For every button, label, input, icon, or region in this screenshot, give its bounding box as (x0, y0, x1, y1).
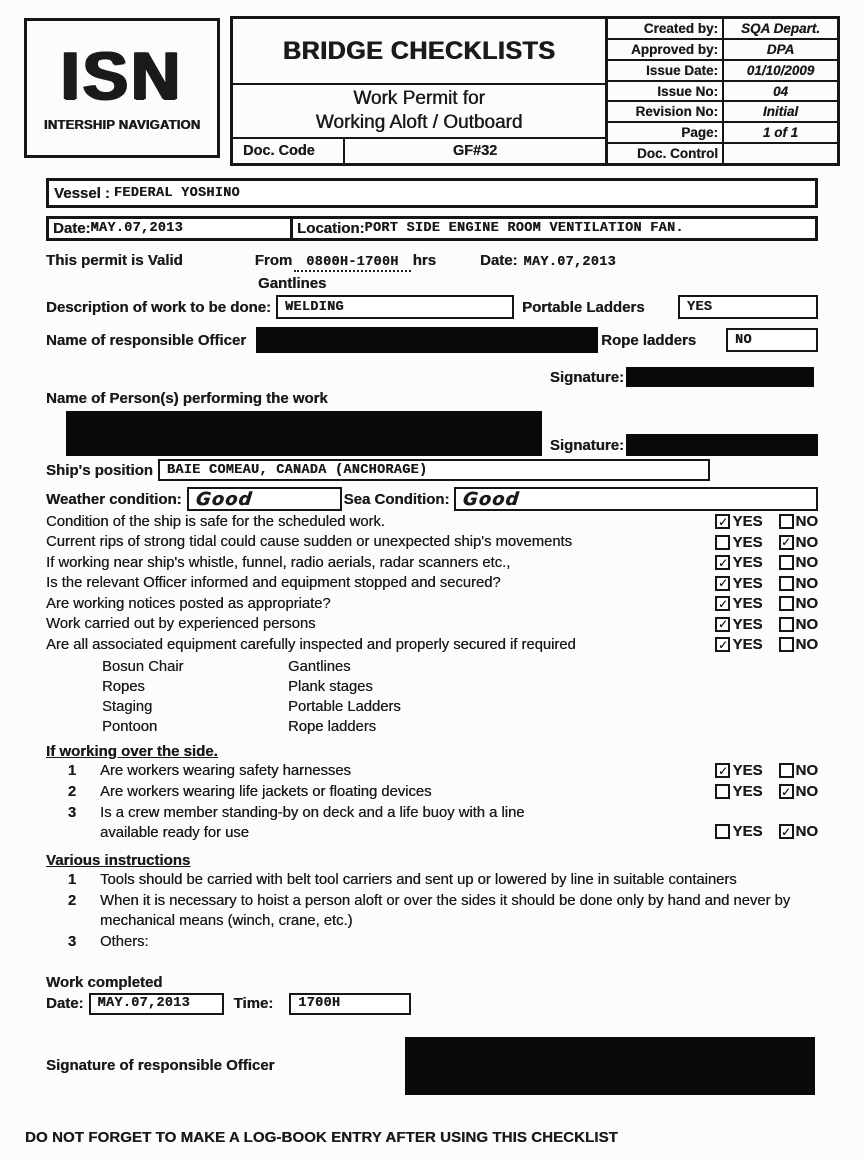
completed-date-label: Date: (46, 995, 84, 1012)
equipment-item: Gantlines (288, 658, 351, 675)
no-label: NO (795, 636, 818, 653)
work-completed-heading: Work completed (46, 973, 163, 991)
no-label: NO (795, 782, 818, 800)
instructions-heading: Various instructions (46, 851, 191, 869)
persons-names-row (46, 411, 818, 456)
signature-label: Signature: (549, 368, 624, 386)
checklist-item-text: Is the relevant Officer informed and equipment stopped and secured? (46, 575, 501, 591)
signature-label: Signature: (549, 437, 624, 454)
checklist-item-text: If working near ship's whistle, funnel, radio aerials, radar scanners etc., (46, 554, 511, 571)
no-label: NO (795, 822, 818, 840)
item-number: 2 (67, 783, 77, 800)
redacted-final-signature (405, 1037, 815, 1095)
yes-label: YES (732, 615, 763, 633)
yes-no-group (715, 636, 818, 653)
item-number: 2 (67, 892, 77, 909)
item-text-line2: available ready for use (100, 824, 249, 841)
ship-position-label: Ship's position (46, 461, 153, 479)
valid-date-value: MAY.07,2013 (523, 255, 616, 270)
meta-label: Approved by: (608, 40, 724, 59)
company-logo (24, 18, 220, 158)
redacted-person-names (66, 411, 542, 456)
responsible-officer-row (46, 327, 818, 353)
checklist-item-text: Condition of the ship is safe for the scheduled work. (46, 513, 385, 530)
header-table (230, 16, 840, 166)
redacted-officer-name (256, 327, 598, 353)
no-checkbox: ✓ (779, 535, 794, 550)
checklist-row (46, 594, 818, 614)
vessel-label: Vessel : (54, 184, 110, 202)
responsible-officer-label: Name of responsible Officer (46, 331, 247, 349)
no-checkbox (779, 514, 794, 529)
meta-value: SQA Depart. (740, 20, 821, 36)
work-description-row (46, 295, 818, 319)
redacted-signature (626, 367, 814, 387)
meta-value: 01/10/2009 (746, 62, 815, 78)
no-label: NO (795, 533, 818, 551)
yes-label: YES (732, 761, 763, 779)
yes-checkbox: ✓ (715, 596, 730, 611)
no-checkbox (779, 555, 794, 570)
sea-condition-value (454, 487, 818, 511)
instruction-item (46, 932, 818, 952)
form-subtitle (233, 85, 605, 139)
header-title-column (230, 16, 608, 166)
document-meta-table (608, 16, 840, 166)
handwritten-weather: Good (194, 488, 254, 510)
meta-row-doc-control (608, 144, 837, 163)
weather-sea-row (46, 487, 818, 511)
yes-checkbox: ✓ (715, 617, 730, 632)
yes-no-group (715, 513, 818, 530)
meta-row-revision-no (608, 102, 837, 123)
meta-label: Page: (608, 123, 724, 142)
yes-checkbox (715, 535, 730, 550)
checklist-item-text: Work carried out by experienced persons (46, 616, 316, 632)
subtitle-line1: Work Permit for (353, 88, 485, 110)
over-side-item (46, 803, 818, 843)
meta-label: Issue No: (608, 82, 724, 101)
yes-label: YES (732, 554, 763, 571)
sea-condition-label: Sea Condition: (343, 490, 450, 508)
doc-code-row (233, 139, 605, 163)
yes-no-group (715, 782, 818, 802)
checklist-row (46, 512, 818, 532)
item-text: Others: (100, 933, 149, 950)
valid-hours-value: 0800H-1700H (294, 255, 410, 272)
company-name: INTERSHIP NAVIGATION (43, 116, 201, 132)
completed-time-label: Time: (233, 995, 274, 1012)
item-text: When it is necessary to hoist a person aloft or over the sides it should be done only by hand and never by mechanical means (winch, crane, etc.) (100, 892, 791, 929)
checklist-row (46, 553, 818, 573)
form-title: BRIDGE CHECKLISTS (233, 19, 605, 85)
yes-checkbox: ✓ (715, 637, 730, 652)
meta-row-created-by (608, 19, 837, 40)
yes-label: YES (732, 533, 763, 551)
ship-position-value: BAIE COMEAU, CANADA (ANCHORAGE) (158, 459, 710, 481)
meta-row-approved-by (608, 40, 837, 61)
meta-row-issue-date (608, 61, 837, 82)
equipment-item: Pontoon (102, 718, 158, 735)
yes-no-group (715, 554, 818, 571)
item-text: Are workers wearing safety harnesses (100, 762, 351, 779)
gantlines-note: Gantlines (258, 275, 327, 292)
yes-no-group (715, 616, 818, 633)
yes-no-group (715, 534, 818, 551)
yes-no-group (715, 761, 818, 781)
equipment-item: Bosun Chair (102, 658, 184, 675)
no-checkbox (779, 576, 794, 591)
no-checkbox (779, 763, 794, 778)
work-description-value: WELDING (276, 295, 514, 319)
no-label: NO (795, 554, 818, 571)
no-label: NO (795, 595, 818, 612)
equipment-item: Plank stages (288, 678, 373, 695)
instruction-item (46, 891, 818, 931)
work-description-label: Description of work to be done: (46, 298, 272, 316)
yes-checkbox (715, 824, 730, 839)
yes-checkbox: ✓ (715, 763, 730, 778)
yes-label: YES (732, 574, 763, 592)
date-cell (49, 219, 293, 238)
yes-no-group (715, 575, 818, 592)
meta-value: DPA (766, 41, 795, 57)
item-number: 3 (67, 804, 77, 821)
meta-value (724, 144, 837, 163)
permit-validity-row (46, 252, 818, 272)
yes-checkbox: ✓ (715, 576, 730, 591)
persons-performing-label: Name of Person(s) performing the work (46, 390, 328, 407)
rope-ladders-label: Rope ladders (601, 331, 697, 349)
meta-value: 04 (772, 83, 789, 99)
yes-label: YES (732, 636, 763, 653)
meta-value: Initial (762, 104, 799, 120)
from-label: From (254, 252, 293, 269)
no-checkbox (779, 596, 794, 611)
officer-signature-row (46, 367, 818, 387)
logo-abbr: ISN (60, 38, 184, 115)
instruction-item (46, 870, 818, 890)
date-value: MAY.07,2013 (90, 221, 183, 236)
item-text: Tools should be carried with belt tool carriers and sent up or lowered by line in suitable containers (100, 871, 737, 888)
completion-date-row (46, 993, 818, 1015)
portable-ladders-label: Portable Ladders (522, 298, 645, 316)
yes-no-group (715, 822, 818, 842)
no-label: NO (795, 513, 818, 530)
subtitle-line2: Working Aloft / Outboard (315, 112, 523, 133)
vessel-value: FEDERAL YOSHINO (113, 185, 240, 201)
completed-time-value: 1700H (289, 993, 411, 1015)
location-value: PORT SIDE ENGINE ROOM VENTILATION FAN. (364, 221, 684, 236)
no-checkbox: ✓ (779, 824, 794, 839)
doc-code-value: GF#32 (452, 143, 498, 159)
meta-row-issue-no (608, 82, 837, 103)
yes-label: YES (732, 822, 763, 840)
item-number: 1 (67, 762, 77, 779)
yes-checkbox: ✓ (715, 514, 730, 529)
item-text: Are workers wearing life jackets or floating devices (100, 783, 432, 800)
equipment-item: Portable Ladders (288, 698, 401, 715)
yes-no-group (715, 595, 818, 612)
checklist-item-text: Current rips of strong tidal could cause sudden or unexpected ship's movements (46, 534, 572, 550)
safety-checklist (46, 512, 818, 655)
hrs-label: hrs (412, 252, 436, 269)
no-label: NO (795, 761, 818, 779)
meta-row-page (608, 123, 837, 144)
logbook-reminder: DO NOT FORGET TO MAKE A LOG-BOOK ENTRY AFTER USING THIS CHECKLIST (25, 1129, 618, 1146)
checklist-row (46, 614, 818, 634)
permit-valid-label: This permit is Valid (46, 252, 183, 269)
item-text-line1: Is a crew member standing-by on deck and a life buoy with a line (100, 804, 525, 821)
checklist-item-text: Are all associated equipment carefully inspected and properly secured if required (46, 636, 576, 653)
location-cell (293, 219, 815, 238)
over-side-heading: If working over the side. (46, 742, 218, 760)
final-signature-label: Signature of responsible Officer (46, 1057, 275, 1074)
equipment-item: Rope ladders (288, 718, 377, 735)
equipment-item: Ropes (102, 678, 145, 695)
ship-position-row (46, 459, 818, 481)
yes-label: YES (732, 782, 763, 800)
handwritten-sea: Good (462, 488, 521, 510)
meta-label: Doc. Control (608, 144, 724, 163)
no-label: NO (795, 615, 818, 633)
yes-label: YES (732, 513, 763, 530)
meta-label: Revision No: (608, 102, 724, 121)
completed-date-value: MAY.07,2013 (89, 993, 224, 1015)
form-header (24, 16, 840, 166)
portable-ladders-value: YES (678, 295, 818, 319)
no-checkbox (779, 617, 794, 632)
no-checkbox: ✓ (779, 784, 794, 799)
final-signature-row (46, 1037, 818, 1095)
checklist-item-text: Are working notices posted as appropriate? (46, 595, 331, 612)
yes-label: YES (732, 595, 763, 612)
form-body (46, 178, 818, 1095)
meta-value: 1 of 1 (762, 125, 799, 141)
over-side-item (46, 782, 818, 802)
valid-date-label: Date: (479, 252, 518, 269)
location-label: Location: (297, 220, 365, 237)
rope-ladders-value: NO (726, 328, 818, 352)
yes-checkbox (715, 784, 730, 799)
over-side-item (46, 761, 818, 781)
item-text (100, 803, 524, 843)
weather-condition-label: Weather condition: (46, 490, 182, 508)
no-label: NO (795, 574, 818, 592)
vessel-field (46, 178, 818, 208)
equipment-item: Staging (102, 698, 153, 715)
date-label: Date: (53, 220, 91, 237)
redacted-signature (626, 434, 818, 456)
date-location-field (46, 216, 818, 241)
no-checkbox (779, 637, 794, 652)
checklist-row (46, 532, 818, 552)
meta-label: Created by: (608, 19, 724, 38)
weather-condition-value (187, 487, 342, 511)
meta-label: Issue Date: (608, 61, 724, 80)
equipment-list (102, 657, 818, 737)
checklist-row (46, 635, 818, 655)
item-number: 3 (67, 933, 77, 950)
doc-code-label: Doc. Code (233, 139, 345, 163)
item-number: 1 (67, 871, 77, 888)
checklist-row (46, 573, 818, 593)
yes-checkbox: ✓ (715, 555, 730, 570)
